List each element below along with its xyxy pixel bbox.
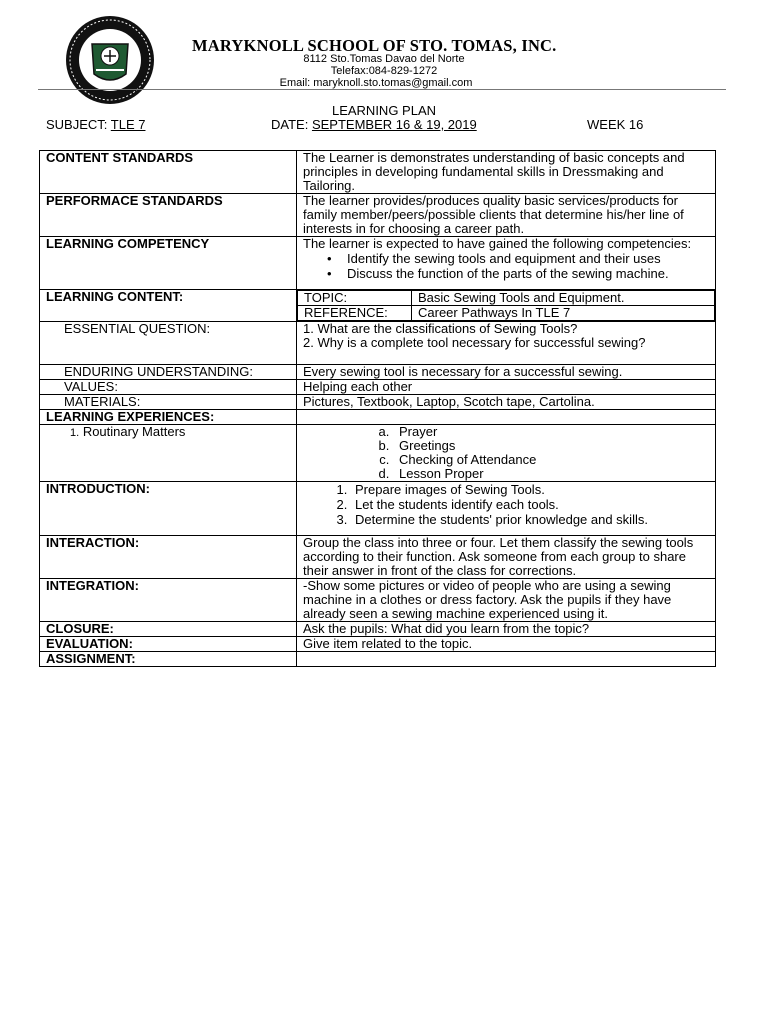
header-divider — [38, 89, 726, 90]
table-row — [40, 536, 716, 579]
enduring-understanding-text: Every sewing tool is necessary for a successful sewing. — [297, 365, 716, 380]
table-row — [40, 365, 716, 380]
introduction-list — [303, 482, 709, 527]
list-item: b. Greetings — [393, 439, 709, 453]
closure-text: Ask the pupils: What did you learn from the topic? — [297, 622, 716, 637]
learning-plan-table — [39, 150, 716, 667]
interaction-text: Group the class into three or four. Let them classify the sewing tools according to their function. Ask someone from each group to share their answer in front of the class for corrections. — [297, 536, 716, 579]
subject-value: TLE 7 — [110, 117, 146, 132]
table-row — [40, 579, 716, 622]
learning-content-label: LEARNING CONTENT: — [40, 290, 297, 322]
school-name: MARYKNOLL SCHOOL OF STO. TOMAS, INC. — [192, 36, 557, 55]
learning-experiences-label: LEARNING EXPERIENCES: — [40, 410, 297, 425]
learning-experiences-empty — [297, 410, 716, 425]
evaluation-label: EVALUATION: — [40, 637, 297, 652]
reference-label: REFERENCE: — [298, 306, 412, 321]
week-label: WEEK 16 — [587, 117, 644, 132]
performance-standards-label: PERFORMACE STANDARDS — [40, 194, 297, 237]
table-row — [40, 425, 716, 482]
reference-value: Career Pathways In TLE 7 — [412, 306, 715, 321]
table-row — [40, 652, 716, 667]
date-value: SEPTEMBER 16 & 19, 2019 — [311, 117, 477, 132]
table-row — [40, 194, 716, 237]
competency-list — [303, 251, 709, 281]
enduring-understanding-label: ENDURING UNDERSTANDING: — [40, 365, 297, 380]
table-row — [40, 395, 716, 410]
learning-content-cell — [297, 290, 716, 322]
learning-content-subtable — [297, 290, 715, 321]
plan-title: LEARNING PLAN — [331, 103, 437, 118]
subject-label: SUBJECT: — [46, 117, 108, 132]
introduction-label: INTRODUCTION: — [40, 482, 297, 536]
table-row — [40, 290, 716, 322]
table-row — [40, 482, 716, 536]
school-address: 8112 Sto.Tomas Davao del Norte — [303, 53, 465, 65]
interaction-label: INTERACTION: — [40, 536, 297, 579]
introduction-cell — [297, 482, 716, 536]
table-row — [40, 410, 716, 425]
list-item: 3. Determine the students' prior knowledge and skills. — [351, 512, 709, 527]
table-row — [40, 622, 716, 637]
school-email: Email: maryknoll.sto.tomas@gmail.com — [279, 77, 473, 89]
essential-question-cell — [297, 322, 716, 365]
performance-standards-text: The learner provides/produces quality basic services/products for family member/peers/possible clients that determine his/her line of interests in for choosing a career path. — [297, 194, 716, 237]
essential-question-1: 1. What are the classifications of Sewing Tools? — [303, 321, 578, 336]
integration-label: INTEGRATION: — [40, 579, 297, 622]
materials-text: Pictures, Textbook, Laptop, Scotch tape, Cartolina. — [297, 395, 716, 410]
evaluation-text: Give item related to the topic. — [297, 637, 716, 652]
content-standards-label: CONTENT STANDARDS — [40, 151, 297, 194]
essential-question-2: 2. Why is a complete tool necessary for successful sewing? — [303, 335, 646, 350]
assignment-text — [297, 652, 716, 667]
table-row — [40, 237, 716, 290]
assignment-label: ASSIGNMENT: — [40, 652, 297, 667]
topic-value: Basic Sewing Tools and Equipment. — [412, 291, 715, 306]
list-item: • Discuss the function of the parts of the sewing machine. — [347, 266, 709, 281]
values-text: Helping each other — [297, 380, 716, 395]
date-label: DATE: — [271, 117, 309, 132]
learning-competency-cell — [297, 237, 716, 290]
list-item: a. Prayer — [393, 425, 709, 439]
list-item: c. Checking of Attendance — [393, 453, 709, 467]
list-item: • Identify the sewing tools and equipment and their uses — [347, 251, 709, 266]
learning-competency-label: LEARNING COMPETENCY — [40, 237, 297, 290]
integration-text: -Show some pictures or video of people who are using a sewing machine in a clothes or dress factory. Ask the pupils if they have already seen a sewing machine experienced using it. — [297, 579, 716, 622]
routinary-label: Routinary Matters — [82, 424, 186, 439]
topic-label: TOPIC: — [298, 291, 412, 306]
list-item: d. Lesson Proper — [393, 467, 709, 481]
essential-question-label: ESSENTIAL QUESTION: — [40, 322, 297, 365]
table-row — [40, 380, 716, 395]
table-row — [40, 637, 716, 652]
routinary-list — [303, 425, 709, 481]
materials-label: MATERIALS: — [40, 395, 297, 410]
learning-competency-intro: The learner is expected to have gained the following competencies: — [303, 236, 692, 251]
school-telefax: Telefax:084-829-1272 — [330, 65, 438, 77]
subject-line — [46, 117, 145, 132]
date-line — [271, 117, 477, 132]
routinary-items-cell — [297, 425, 716, 482]
table-row — [40, 151, 716, 194]
list-item: 2. Let the students identify each tools. — [351, 497, 709, 512]
closure-label: CLOSURE: — [40, 622, 297, 637]
values-label: VALUES: — [40, 380, 297, 395]
list-item: 1. Prepare images of Sewing Tools. — [351, 482, 709, 497]
content-standards-text: The Learner is demonstrates understanding of basic concepts and principles in developing fundamental skills in Dressmaking and Tailoring. — [297, 151, 716, 194]
routinary-number: 1. — [70, 427, 80, 439]
table-row — [40, 322, 716, 365]
routinary-cell — [40, 425, 297, 482]
